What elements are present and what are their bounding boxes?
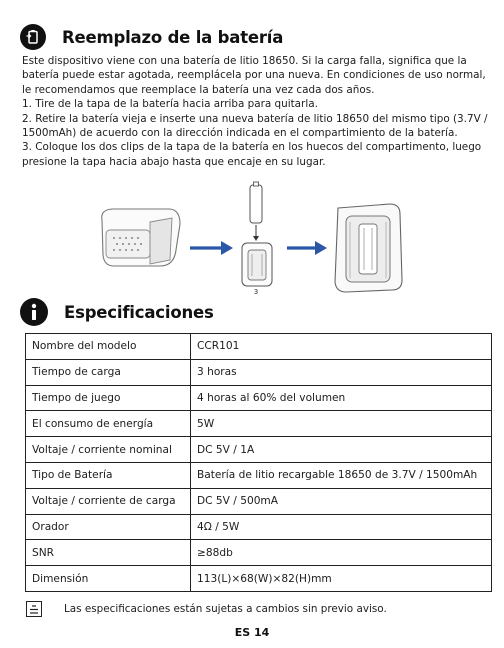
table-row — [26, 359, 492, 385]
spec-label: Tiempo de juego — [26, 385, 191, 411]
table-row — [26, 540, 492, 566]
arrow-right-icon — [190, 241, 233, 255]
spec-label: Tipo de Batería — [26, 462, 191, 488]
table-row — [26, 566, 492, 592]
note-icon — [26, 601, 42, 617]
specs-table — [25, 333, 492, 592]
table-row — [26, 488, 492, 514]
spec-note — [26, 601, 387, 617]
battery-step-2: 2. Retire la batería vieja e inserte una nueva batería de litio 18650 del mismo tipo (3.7V / 1500mAh) de acuerdo con la dirección indicada en el compartimiento de la batería. — [22, 112, 488, 140]
spec-label: Dimensión — [26, 566, 191, 592]
spec-value: DC 5V / 1A — [191, 437, 492, 463]
spec-value: 4 horas al 60% del volumen — [191, 385, 492, 411]
device-closed-drawing — [335, 204, 402, 292]
spec-label: SNR — [26, 540, 191, 566]
battery-intro: Este dispositivo viene con una batería de litio 18650. Si la carga falla, significa que la batería puede estar agotada, reemplácela por una nueva. En condiciones de uso normal, le recomendamos que reemplace la batería una vez cada dos años. — [22, 55, 486, 96]
battery-swap-icon — [20, 24, 46, 50]
spec-label: Nombre del modelo — [26, 334, 191, 360]
battery-step-3: 3. Coloque los dos clips de la tapa de la batería en los huecos del compartimento, luego presione la tapa hacia abajo hasta que encaje en su lugar. — [22, 141, 482, 168]
table-row — [26, 437, 492, 463]
battery-label: 3 — [253, 288, 259, 296]
spec-value: ≥88db — [191, 540, 492, 566]
table-row — [26, 385, 492, 411]
battery-section-header — [20, 24, 283, 50]
spec-label: Voltaje / corriente nominal — [26, 437, 191, 463]
table-row — [26, 411, 492, 437]
battery-instructions — [22, 54, 492, 169]
table-row — [26, 514, 492, 540]
spec-label: Orador — [26, 514, 191, 540]
spec-value: Batería de litio recargable 18650 de 3.7V / 1500mAh — [191, 462, 492, 488]
spec-value: 4Ω / 5W — [191, 514, 492, 540]
table-row — [26, 334, 492, 360]
spec-value: DC 5V / 500mA — [191, 488, 492, 514]
info-icon — [20, 298, 48, 326]
spec-label: Voltaje / corriente de carga — [26, 488, 191, 514]
specs-section-title: Especificaciones — [64, 302, 214, 322]
battery-replacement-illustration — [0, 180, 504, 300]
battery-section-title: Reemplazo de la batería — [62, 27, 284, 47]
spec-label: El consumo de energía — [26, 411, 191, 437]
note-text: Las especificaciones están sujetas a cambios sin previo aviso. — [64, 603, 387, 615]
spec-value: 3 horas — [191, 359, 492, 385]
battery-insert-drawing — [242, 182, 272, 296]
spec-value: 5W — [191, 411, 492, 437]
spec-value: 113(L)×68(W)×82(H)mm — [191, 566, 492, 592]
table-row — [26, 462, 492, 488]
spec-label: Tiempo de carga — [26, 359, 191, 385]
battery-step-1: 1. Tire de la tapa de la batería hacia arriba para quitarla. — [22, 98, 318, 111]
specs-section-header — [20, 298, 214, 326]
page-number: ES 14 — [234, 626, 270, 639]
spec-value: CCR101 — [191, 334, 492, 360]
device-back-drawing — [102, 209, 180, 266]
arrow-right-icon — [287, 241, 327, 255]
